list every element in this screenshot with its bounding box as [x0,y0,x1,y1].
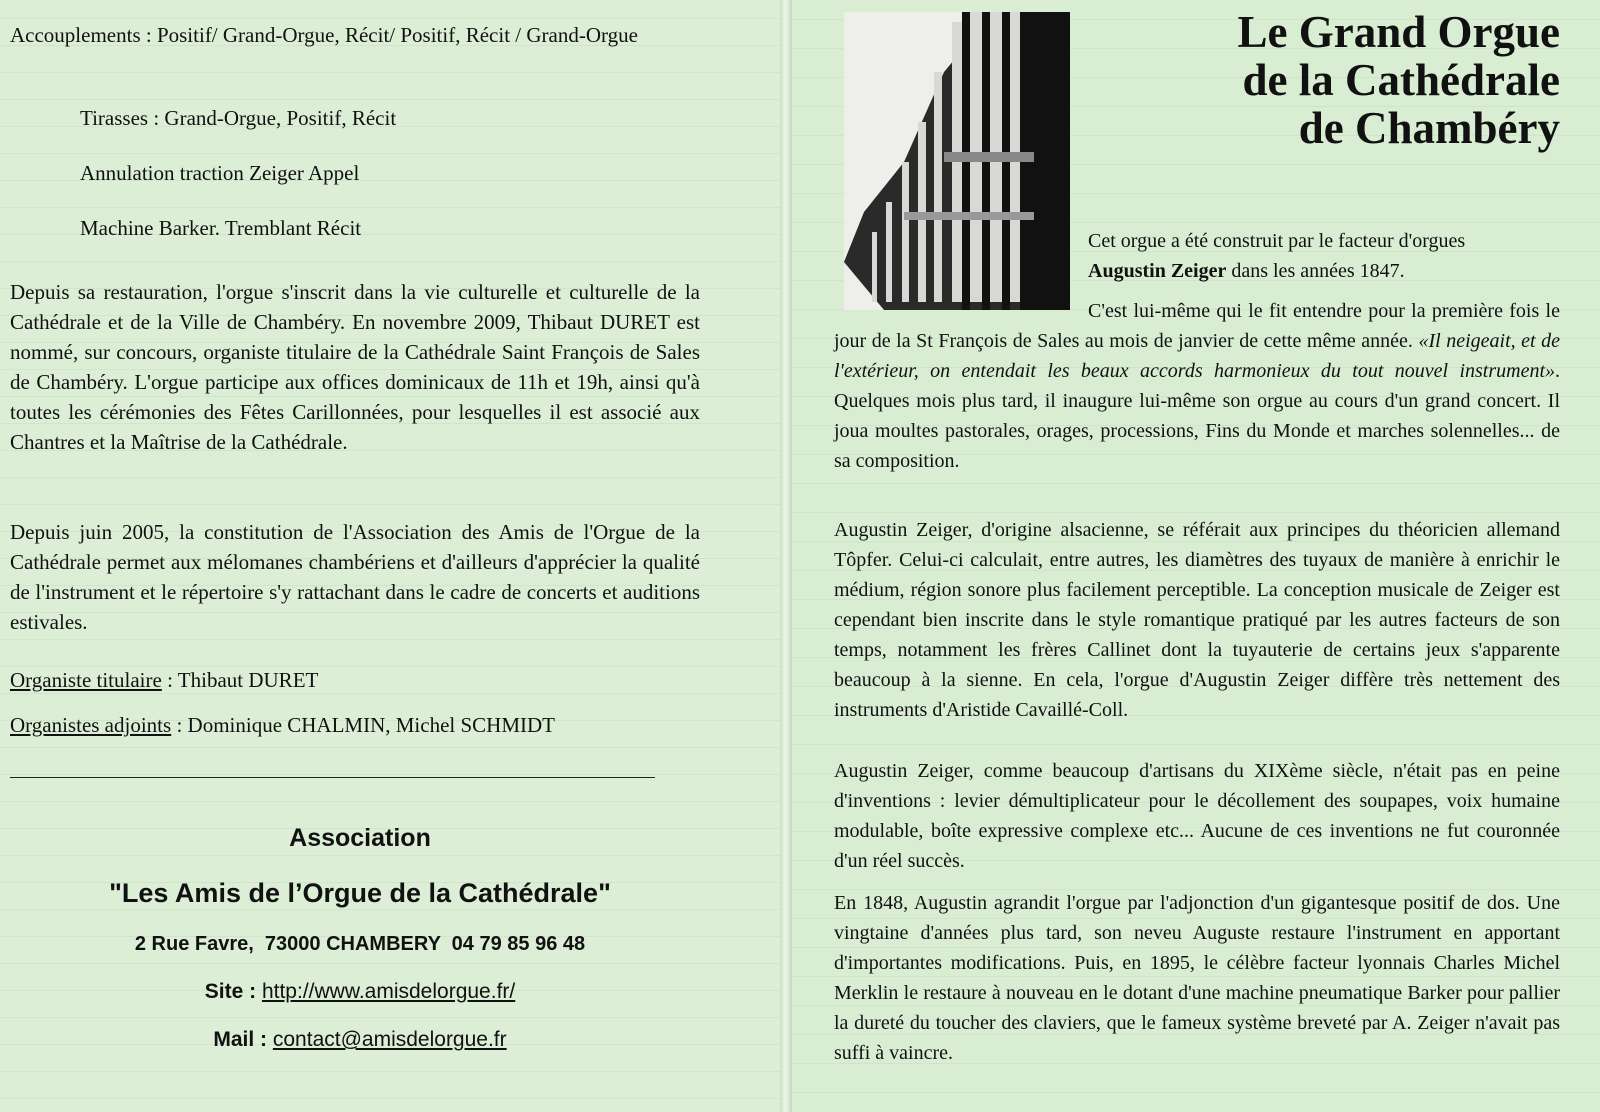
history-quote: «Il neigeait, et de l'extérieur, on entendait les beaux accords harmonieux du tout nouvel instrument» [834,330,1560,382]
association-mail [0,1028,720,1052]
intro-paragraph [1088,226,1528,286]
title-line-3: de Chambéry [1298,103,1560,153]
builder-name: Augustin Zeiger [1088,260,1227,282]
title-line-2: de la Cathédrale [1242,55,1560,105]
history-paragraph [834,296,1560,476]
mail-label: Mail : [213,1028,273,1051]
intro-text-a: Cet orgue a été construit par le facteur d'orgues [1088,230,1466,252]
assistant-organists-label: Organistes adjoints [10,713,172,737]
organ-pipes-image [844,12,1070,310]
association-site [0,980,720,1004]
page-title [1180,8,1560,152]
zeiger-style-paragraph: Augustin Zeiger, d'origine alsacienne, se référait aux principes du théoricien allemand Tôpfer. Celui-ci calculait, entre autres, les diamètres des tuyaux de manière à enrichir le médium, région sonore plus facilement perceptible. La conception musicale de Zeiger est cependant bien inscrite dans le style romantique pratiqué par les autres facteurs de son temps, notamment les frères Callinet dont la tuyauterie de certains jeux s'apparente beaucoup à la sienne. En cela, l'orgue d'Augustin Zeiger diffère très nettement des instruments d'Aristide Cavaillé-Coll. [834,519,1560,721]
assistant-organists-value: : Dominique CHALMIN, Michel SCHMIDT [171,713,556,737]
site-label: Site : [204,980,262,1003]
later-history-paragraph: En 1848, Augustin agrandit l'orgue par l'adjonction d'un gigantesque positif de dos. Une vingtaine d'années plus tard, son neveu Auguste restaure l'instrument en apportant d'importantes modifications. Puis, en 1895, le célèbre facteur lyonnais Charles Michel Merklin le restaure à nouveau en le dotant d'une machine pneumatique Barker pour pallier la dureté du toucher des claviers, que le fameux système breveté par A. Zeiger n'avait pas suffi à vaincre. [834,892,1560,1064]
restoration-paragraph: Depuis sa restauration, l'orgue s'inscrit dans la vie culturelle et culturelle de la Cathédrale et de la Ville de Chambéry. En novembre 2009, Thibaut DURET est nommé, sur concours, organiste titulaire de la Cathédrale Saint François de Sales de Chambéry. L'orgue participe aux offices dominicaux de 11h et 19h, ainsi qu'à toutes les cérémonies des Fêtes Carillonnées, pour lesquelles il est associé aux Chantres et la Maîtrise de la Cathédrale. [10,280,700,454]
titular-organist-value: : Thibaut DURET [161,668,319,692]
tirasses: Tirasses : Grand-Orgue, Positif, Récit [80,106,397,130]
page-fold [780,0,792,1112]
association-address: 2 Rue Favre, 73000 CHAMBERY 04 79 85 96 48 [134,933,586,955]
association-paragraph: Depuis juin 2005, la constitution de l'Association des Amis de l'Orgue de la Cathédrale permet aux mélomanes chambériens et d'ailleurs d'apprécier la qualité de l'instrument et le répertoire s'y rattachant dans le cadre de concerts et auditions estivales. [10,520,700,634]
accouplements: Accouplements : Positif/ Grand-Orgue, Récit/ Positif, Récit / Grand-Orgue [10,23,638,47]
association-heading: Association [289,824,431,852]
title-line-1: Le Grand Orgue [1237,7,1560,57]
organ-photo [844,12,1070,310]
mail-link[interactable]: contact@amisdelorgue.fr [272,1028,507,1051]
site-link[interactable]: http://www.amisdelorgue.fr/ [261,980,516,1003]
history-text-b: . Quelques mois plus tard, il inaugure lui-même son orgue au cours d'un grand concert. Il joua moultes pastorales, orages, processions, Fins du Monde et marches solennelles... de sa composition. [834,360,1560,472]
annulation-traction: Annulation traction Zeiger Appel [80,161,360,185]
association-name: "Les Amis de l’Orgue de la Cathédrale" [109,878,611,908]
separator-line [10,777,655,778]
assistant-organists [10,710,700,740]
machine-barker: Machine Barker. Tremblant Récit [80,216,362,240]
titular-organist [10,665,700,695]
intro-text-b: dans les années 1847. [1226,260,1405,282]
titular-organist-label: Organiste titulaire [10,668,162,692]
inventions-paragraph: Augustin Zeiger, comme beaucoup d'artisans du XIXème siècle, n'était pas en peine d'inventions : levier démultiplicateur pour le décollement des soupapes, voix humaine modulable, boîte expressive complexe etc... Aucune de ces inventions ne fut couronnée d'un réel succès. [834,760,1560,872]
history-text-a: C'est lui-même qui le fit entendre pour la première fois le jour de la St François de Sales au mois de janvier de cette même année. [834,300,1560,352]
